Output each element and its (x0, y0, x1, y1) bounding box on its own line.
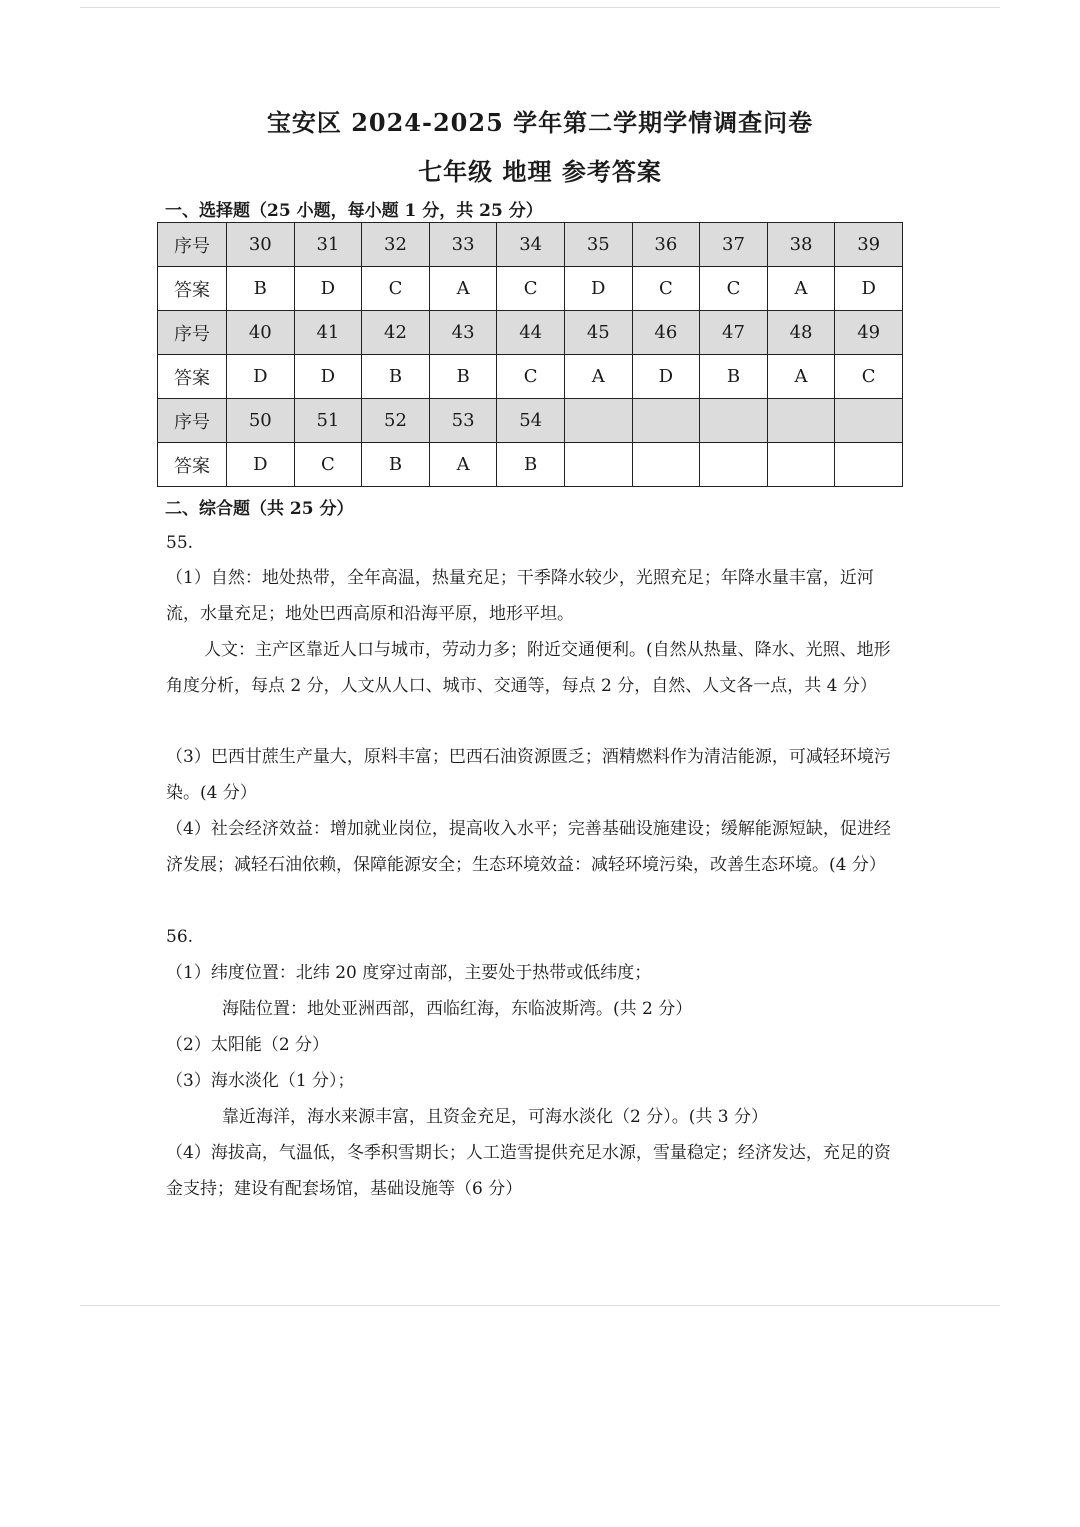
question-number (700, 399, 768, 443)
answer-cell: A (429, 443, 497, 487)
answer-cell: D (294, 355, 362, 399)
answer-cell (835, 443, 903, 487)
question-number (835, 399, 903, 443)
question-number (632, 399, 700, 443)
answer-cell (700, 443, 768, 487)
answer-cell: A (767, 355, 835, 399)
answer-table (157, 222, 903, 487)
answer-cell: D (632, 355, 700, 399)
answer-cell: C (497, 267, 565, 311)
answer-cell: C (632, 267, 700, 311)
row-label-answer: 答案 (158, 443, 227, 487)
q55-part1: （1）自然：地处热带，全年高温，热量充足；干季降水较少，光照充足；年降水量丰富，近河流，水量充足；地处巴西高原和沿海平原，地形平坦。 (166, 568, 874, 624)
table-row-answers (158, 355, 903, 399)
question-number: 42 (362, 311, 430, 355)
q56-part1-sea-land: 海陆位置：地处亚洲西部，西临红海，东临波斯湾。(共 2 分） (222, 999, 693, 1019)
answer-cell: D (564, 267, 632, 311)
answer-cell: A (564, 355, 632, 399)
q55-number: 55. (166, 533, 194, 553)
question-number: 35 (564, 223, 632, 267)
answer-cell: B (497, 443, 565, 487)
answer-cell (767, 443, 835, 487)
row-label-answer: 答案 (158, 355, 227, 399)
row-label-number: 序号 (158, 399, 227, 443)
question-number: 34 (497, 223, 565, 267)
answer-cell: A (767, 267, 835, 311)
question-number: 32 (362, 223, 430, 267)
answer-cell (564, 443, 632, 487)
answer-cell: B (362, 443, 430, 487)
question-number: 43 (429, 311, 497, 355)
answer-cell: B (429, 355, 497, 399)
table-row-answers (158, 267, 903, 311)
section1-heading: 一、选择题（25 小题，每小题 1 分，共 25 分） (165, 201, 543, 221)
q55-part3: （3）巴西甘蔗生产量大，原料丰富；巴西石油资源匮乏；酒精燃料作为清洁能源，可减轻环境污染。(4 分） (166, 747, 891, 803)
row-label-number: 序号 (158, 223, 227, 267)
section2-heading: 二、综合题（共 25 分） (165, 499, 354, 519)
question-number: 37 (700, 223, 768, 267)
answer-cell: B (227, 267, 295, 311)
answer-cell: C (362, 267, 430, 311)
question-number: 39 (835, 223, 903, 267)
question-number: 41 (294, 311, 362, 355)
question-number: 33 (429, 223, 497, 267)
table-row-numbers (158, 223, 903, 267)
answer-cell: C (835, 355, 903, 399)
top-divider (80, 7, 1000, 8)
q56-part3: （3）海水淡化（1 分）； (166, 1071, 355, 1091)
row-label-number: 序号 (158, 311, 227, 355)
answer-cell (632, 443, 700, 487)
question-number: 44 (497, 311, 565, 355)
table-row-numbers (158, 311, 903, 355)
question-number (564, 399, 632, 443)
question-number: 52 (362, 399, 430, 443)
q56-part1: （1）纬度位置：北纬 20 度穿过南部，主要处于热带或低纬度； (166, 963, 652, 983)
table-row-answers (158, 443, 903, 487)
question-number: 46 (632, 311, 700, 355)
question-number: 36 (632, 223, 700, 267)
question-number: 50 (227, 399, 295, 443)
question-number: 47 (700, 311, 768, 355)
document-subtitle: 七年级 地理 参考答案 (418, 157, 662, 186)
q55-part4: （4）社会经济效益：增加就业岗位，提高收入水平；完善基础设施建设；缓解能源短缺，促进经济发展；减轻石油依赖，保障能源安全；生态环境效益：减轻环境污染，改善生态环境。(4 分） (166, 819, 891, 875)
answer-cell: A (429, 267, 497, 311)
question-number: 54 (497, 399, 565, 443)
question-number: 49 (835, 311, 903, 355)
question-number: 30 (227, 223, 295, 267)
answer-cell: D (294, 267, 362, 311)
question-number (767, 399, 835, 443)
table-row-numbers (158, 399, 903, 443)
q56-number: 56. (166, 927, 194, 947)
question-number: 31 (294, 223, 362, 267)
answer-cell: D (227, 443, 295, 487)
answer-cell: C (700, 267, 768, 311)
question-number: 40 (227, 311, 295, 355)
question-number: 53 (429, 399, 497, 443)
answer-cell: C (497, 355, 565, 399)
row-label-answer: 答案 (158, 267, 227, 311)
bottom-divider (80, 1305, 1000, 1306)
question-number: 48 (767, 311, 835, 355)
answer-cell: D (227, 355, 295, 399)
answer-cell: B (362, 355, 430, 399)
question-number: 45 (564, 311, 632, 355)
answer-cell: C (294, 443, 362, 487)
document-title: 宝安区 2024-2025 学年第二学期学情调查问卷 (266, 108, 814, 137)
q56-part3-reason: 靠近海洋，海水来源丰富，且资金充足，可海水淡化（2 分）。(共 3 分） (222, 1107, 768, 1127)
question-number: 38 (767, 223, 835, 267)
question-number: 51 (294, 399, 362, 443)
q55-part1-human: 人文：主产区靠近人口与城市，劳动力多；附近交通便利。(自然从热量、降水、光照、地形角度分析，每点 2 分，人文从人口、城市、交通等，每点 2 分，自然、人文各一点，共 4 分） (166, 640, 891, 696)
answer-cell: D (835, 267, 903, 311)
q56-part4: （4）海拔高，气温低，冬季积雪期长；人工造雪提供充足水源，雪量稳定；经济发达，充足的资金支持；建设有配套场馆，基础设施等（6 分） (166, 1143, 891, 1199)
q56-part2: （2）太阳能（2 分） (166, 1035, 330, 1055)
answer-cell: B (700, 355, 768, 399)
